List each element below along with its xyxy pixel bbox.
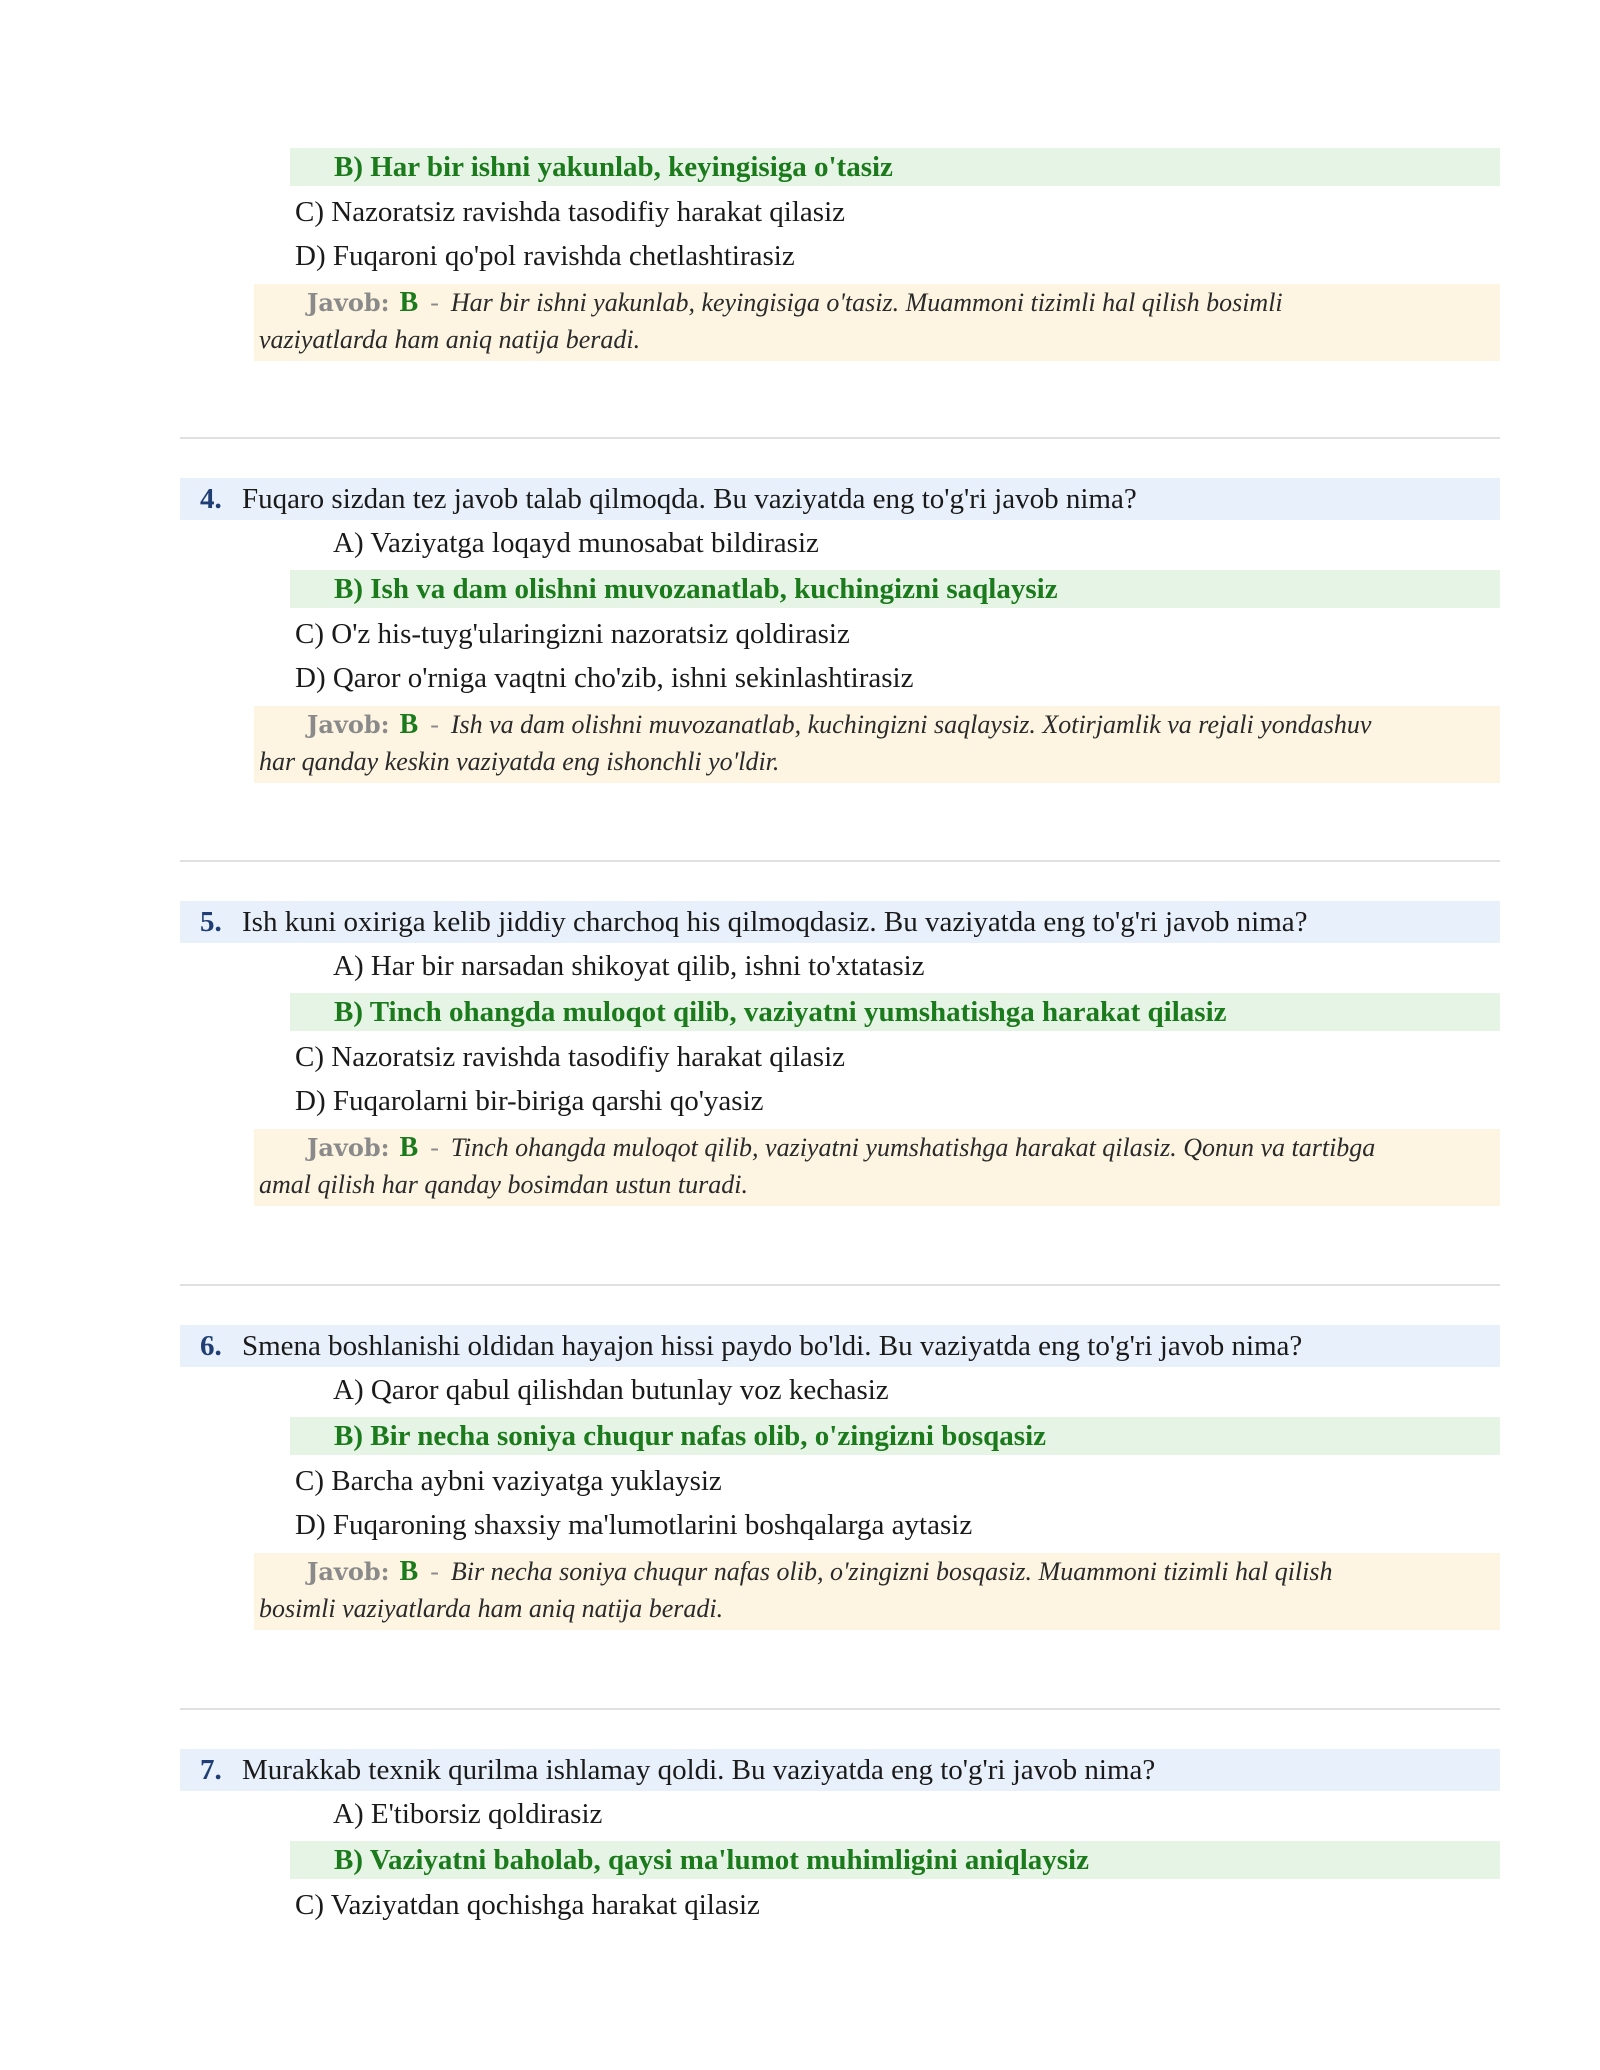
question-header <box>180 478 1500 520</box>
option-a[interactable]: A) E'tiborsiz qoldirasiz <box>333 1798 603 1830</box>
answer-text-1: Tinch ohangda muloqot qilib, vaziyatni yumshatishga harakat qilasiz. Qonun va tartibga <box>450 1133 1376 1162</box>
option-a[interactable]: A) Har bir narsadan shikoyat qilib, ishni to'xtatasiz <box>333 950 925 982</box>
answer-dash: - <box>430 1133 439 1162</box>
question-text: Smena boshlanishi oldidan hayajon hissi paydo bo'ldi. Bu vaziyatda eng to'g'ri javob nima? <box>242 1330 1303 1362</box>
answer-text-2: amal qilish har qanday bosimdan ustun turadi. <box>259 1170 748 1199</box>
section-divider <box>180 1708 1500 1710</box>
answer-text-2: bosimli vaziyatlarda ham aniq natija beradi. <box>259 1594 724 1623</box>
answer-line-1 <box>259 706 1492 743</box>
answer-text-1: Ish va dam olishni muvozanatlab, kuchingizni saqlaysiz. Xotirjamlik va rejali yondashuv <box>450 710 1372 739</box>
section-divider <box>180 437 1500 439</box>
question-text: Murakkab texnik qurilma ishlamay qoldi. Bu vaziyatda eng to'g'ri javob nima? <box>242 1754 1156 1786</box>
question-header <box>180 1325 1500 1367</box>
answer-text-1: Bir necha soniya chuqur nafas olib, o'zingizni bosqasiz. Muammoni tizimli hal qilish <box>450 1557 1333 1586</box>
answer-text-2: har qanday keskin vaziyatda eng ishonchli yo'ldir. <box>259 747 780 776</box>
answer-dash: - <box>430 288 439 317</box>
option-c[interactable]: C) Vaziyatdan qochishga harakat qilasiz <box>295 1889 760 1921</box>
option-d[interactable]: D) Fuqaroni qo'pol ravishda chetlashtirasiz <box>295 240 795 272</box>
option-c[interactable]: C) Nazoratsiz ravishda tasodifiy harakat qilasiz <box>295 1041 845 1073</box>
question-number: 5. <box>200 906 222 938</box>
option-a[interactable]: A) Vaziyatga loqayd munosabat bildirasiz <box>333 527 819 559</box>
answer-letter: B <box>399 1132 419 1163</box>
option-c[interactable]: C) Barcha aybni vaziyatga yuklaysiz <box>295 1465 722 1497</box>
option-b-correct[interactable]: B) Har bir ishni yakunlab, keyingisiga o'tasiz <box>290 148 1500 186</box>
question-number: 7. <box>200 1754 222 1786</box>
answer-line-1 <box>259 1129 1492 1166</box>
question-text: Ish kuni oxiriga kelib jiddiy charchoq his qilmoqdasiz. Bu vaziyatda eng to'g'ri javob nima? <box>242 906 1308 938</box>
answer-label: Javob: <box>307 288 390 317</box>
question-number: 4. <box>200 483 222 515</box>
option-c[interactable]: C) Nazoratsiz ravishda tasodifiy harakat qilasiz <box>295 196 845 228</box>
answer-explanation <box>254 1129 1500 1206</box>
option-d[interactable]: D) Fuqaroning shaxsiy ma'lumotlarini boshqalarga aytasiz <box>295 1509 973 1541</box>
option-b-correct[interactable]: B) Tinch ohangda muloqot qilib, vaziyatni yumshatishga harakat qilasiz <box>290 993 1500 1031</box>
answer-letter: B <box>399 1556 419 1587</box>
answer-line-1 <box>259 1553 1492 1590</box>
option-d[interactable]: D) Fuqarolarni bir-biriga qarshi qo'yasiz <box>295 1085 764 1117</box>
answer-explanation <box>254 706 1500 783</box>
option-d[interactable]: D) Qaror o'rniga vaqtni cho'zib, ishni sekinlashtirasiz <box>295 662 914 694</box>
question-text: Fuqaro sizdan tez javob talab qilmoqda. Bu vaziyatda eng to'g'ri javob nima? <box>242 483 1137 515</box>
option-b-correct[interactable]: B) Ish va dam olishni muvozanatlab, kuchingizni saqlaysiz <box>290 570 1500 608</box>
option-b-correct[interactable]: B) Bir necha soniya chuqur nafas olib, o'zingizni bosqasiz <box>290 1417 1500 1455</box>
answer-letter: B <box>399 709 419 740</box>
answer-line-1 <box>259 284 1492 321</box>
answer-label: Javob: <box>307 710 390 739</box>
answer-text-2: vaziyatlarda ham aniq natija beradi. <box>259 325 641 354</box>
answer-letter: B <box>399 287 419 318</box>
section-divider <box>180 860 1500 862</box>
answer-label: Javob: <box>307 1133 390 1162</box>
answer-dash: - <box>430 710 439 739</box>
answer-dash: - <box>430 1557 439 1586</box>
question-header <box>180 1749 1500 1791</box>
option-a[interactable]: A) Qaror qabul qilishdan butunlay voz kechasiz <box>333 1374 889 1406</box>
option-c[interactable]: C) O'z his-tuyg'ularingizni nazoratsiz qoldirasiz <box>295 618 850 650</box>
answer-explanation <box>254 284 1500 361</box>
option-b-correct[interactable]: B) Vaziyatni baholab, qaysi ma'lumot muhimligini aniqlaysiz <box>290 1841 1500 1879</box>
question-header <box>180 901 1500 943</box>
question-number: 6. <box>200 1330 222 1362</box>
answer-explanation <box>254 1553 1500 1630</box>
answer-label: Javob: <box>307 1557 390 1586</box>
section-divider <box>180 1284 1500 1286</box>
answer-text-1: Har bir ishni yakunlab, keyingisiga o'tasiz. Muammoni tizimli hal qilish bosimli <box>450 288 1283 317</box>
